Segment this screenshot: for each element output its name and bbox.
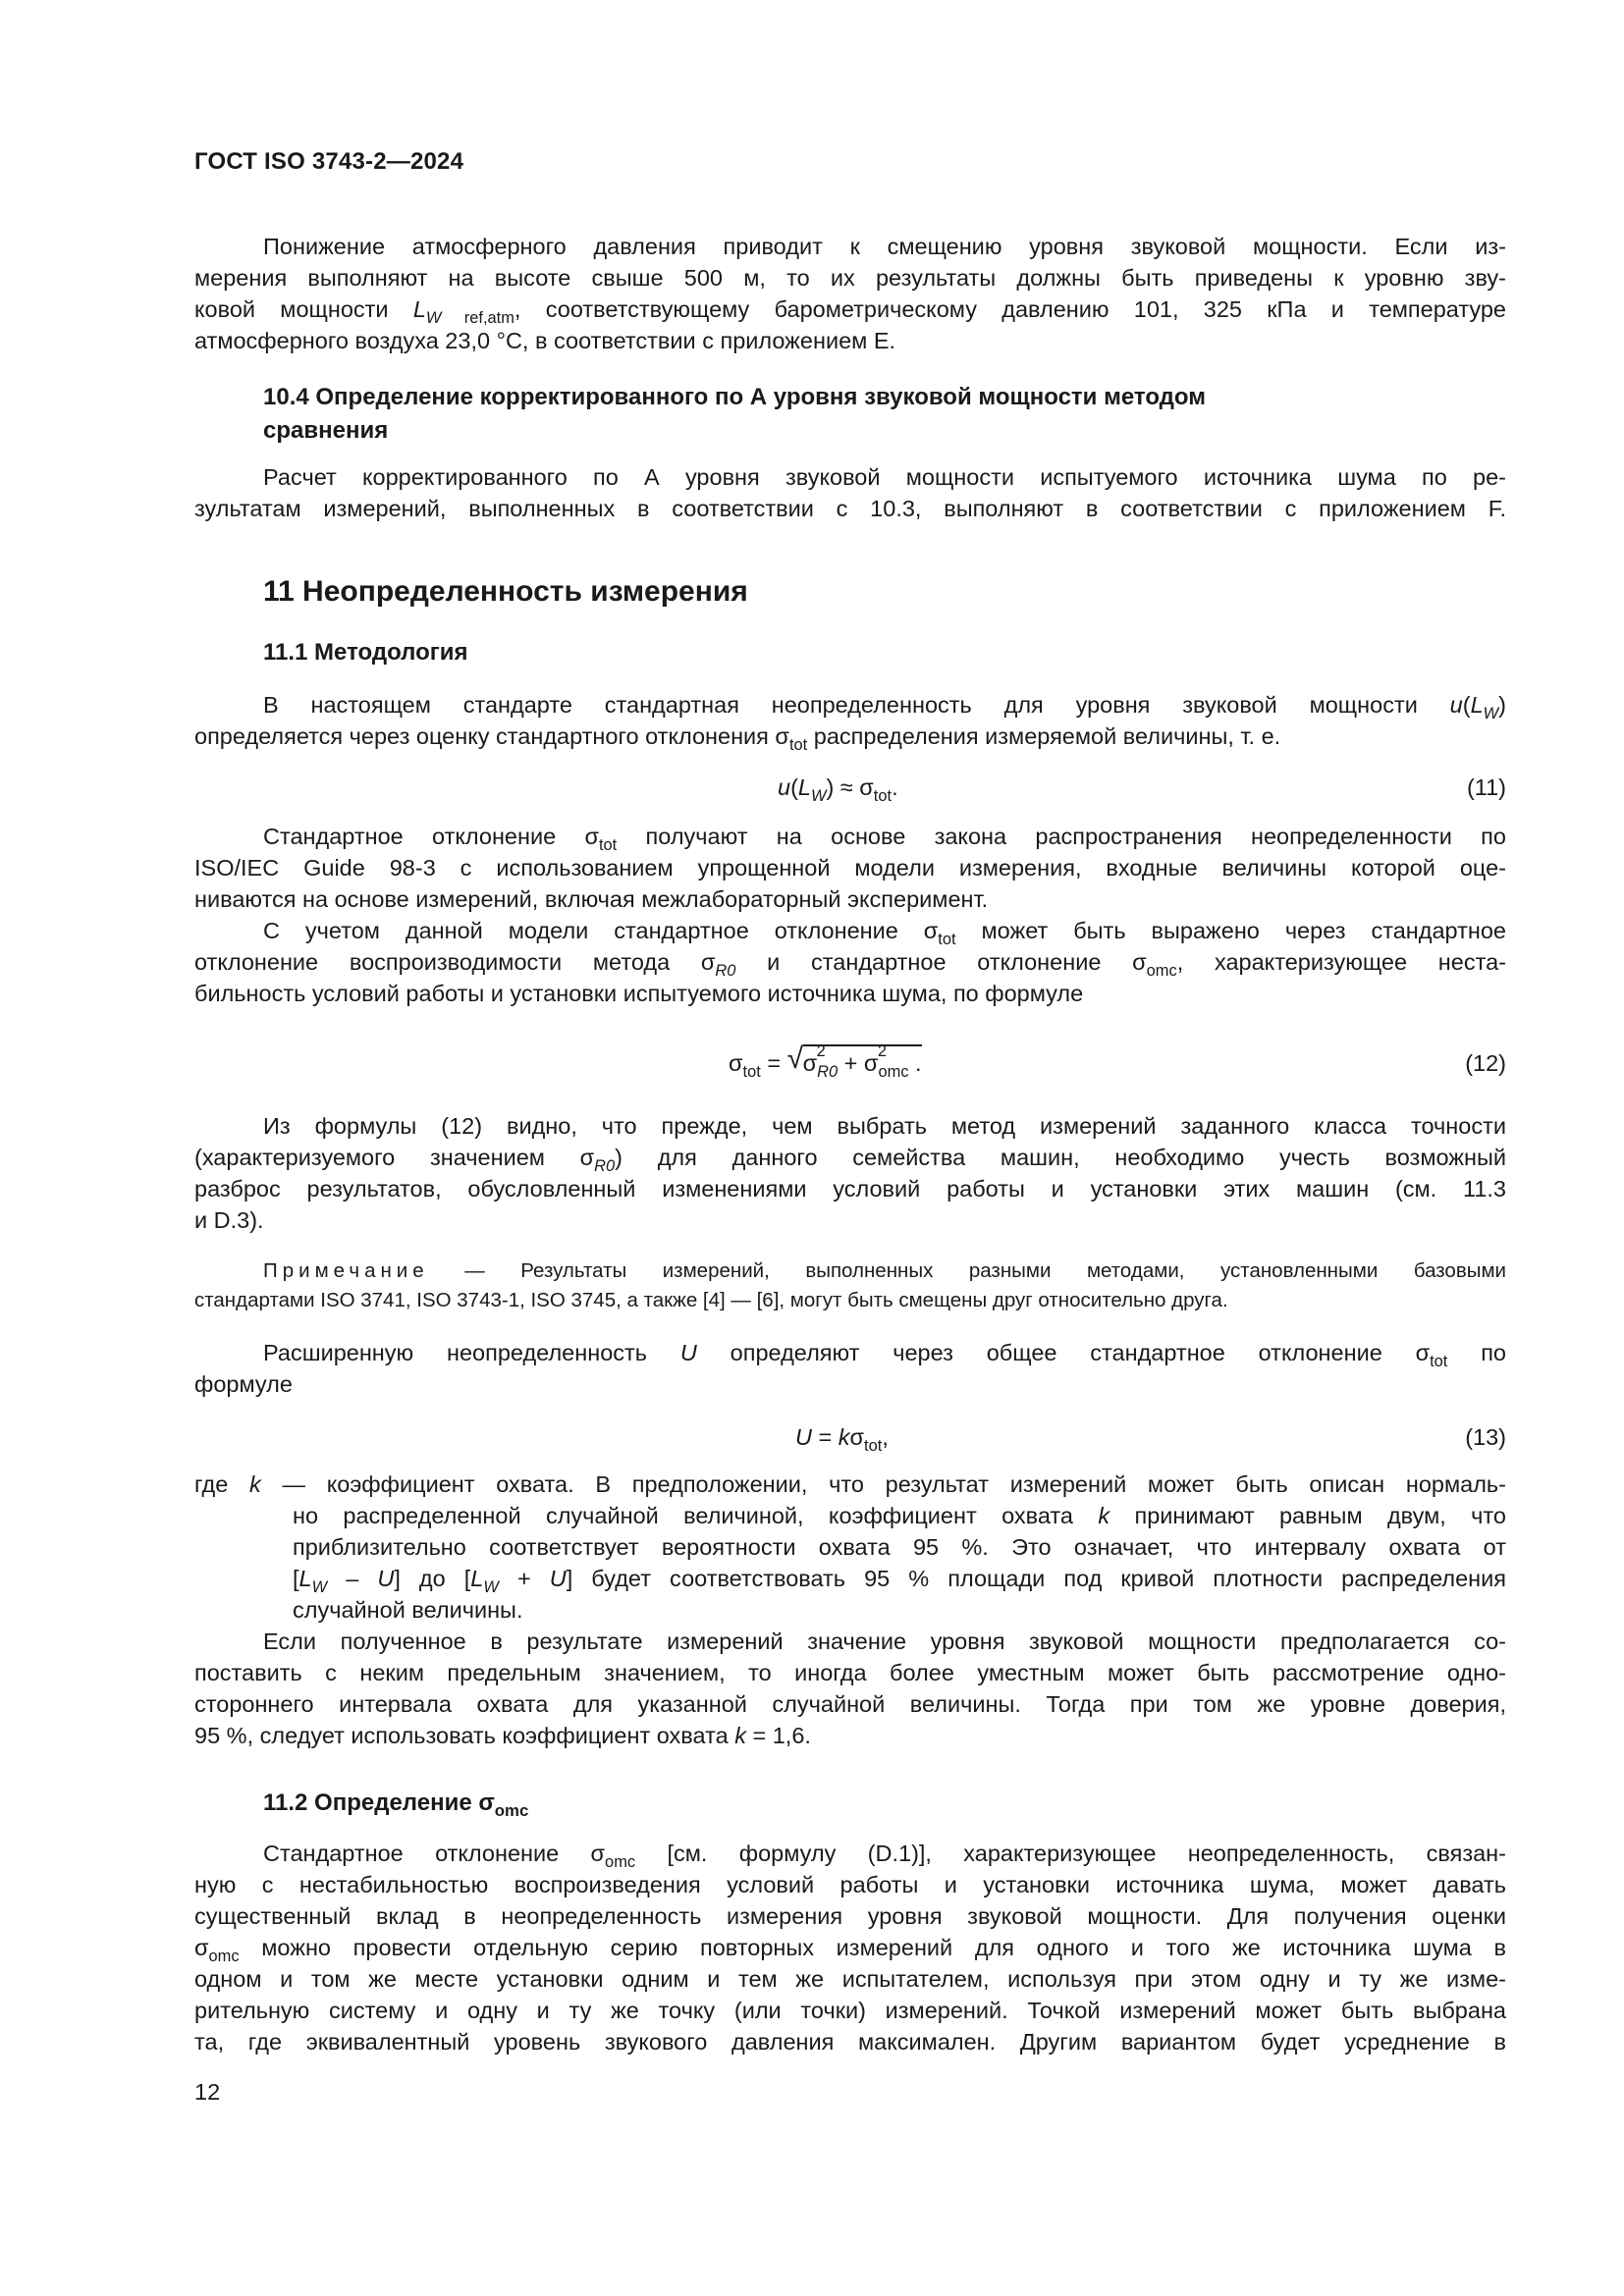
document-header-id: ГОСТ ISO 3743-2—2024: [194, 148, 464, 175]
formula-11-expression: $u(L_W) \approx \sigma_{tot}$.: [778, 774, 898, 805]
note: [194, 1256, 1506, 1315]
text-line: ниваются на основе измерений, включая межлабораторный эксперимент.: [194, 886, 989, 912]
formula-13-number: (13): [1465, 1424, 1506, 1450]
text-line: отклонение воспроизводимости метода $\sigma_{R0}$ и стандартное отклонение $\sigma_{omc}$, характеризующее неста-: [194, 949, 1506, 978]
p-expanded: [194, 1337, 1506, 1400]
text-line: Расчет корректированного по А уровня звуковой мощности испытуемого источника шума по ре-: [263, 464, 1506, 490]
formula-11: [194, 768, 1506, 807]
text-line: $\sigma_{omc}$ можно провести отдельную серию повторных измерений для одного и того же источника шума в: [194, 1935, 1506, 1963]
p-atm: [194, 231, 1506, 356]
text-line: В настоящем стандарте стандартная неопределенность для уровня звуковой мощности $u(L_W)$: [263, 692, 1506, 721]
radical-sign-icon: √: [786, 1042, 804, 1075]
formula-13-expression: $U = k\sigma_{tot}$,: [795, 1424, 889, 1455]
text-line: приблизительно соответствует вероятности охвата 95 %. Это означает, что интервалу охвата от: [293, 1534, 1506, 1560]
text-line: случайной величины.: [293, 1597, 523, 1623]
h-11-1: [194, 636, 1506, 669]
h-11: [194, 572, 1506, 612]
text-line: разброс результатов, обусловленный изменениями условий работы и установки этих машин (см. 11.3: [194, 1176, 1506, 1201]
text-line: атмосферного воздуха 23,0 °С, в соответствии с приложением Е.: [194, 328, 896, 353]
page-number: 12: [194, 2079, 221, 2105]
text-line: но распределенной случайной величиной, коэффициент охвата k принимают равным двум, что: [293, 1503, 1506, 1528]
text-line: Примечание — Результаты измерений, выполненных разными методами, установленными базовыми: [263, 1259, 1506, 1282]
text-line: поставить с неким предельным значением, то иногда более уместным может быть рассмотрение одно-: [194, 1660, 1506, 1685]
text-line: та, где эквивалентный уровень звукового давления максимален. Другим вариантом будет усреднение в: [194, 2029, 1506, 2055]
p-11-1: [194, 689, 1506, 752]
text-line: Расширенную неопределенность U определяют через общее стандартное отклонение $\sigma_{tot}$ по: [263, 1340, 1506, 1368]
text-line: ISO/IEC Guide 98-3 с использованием упрощенной модели измерения, входные величины которой оце-: [194, 855, 1506, 881]
p-formula-12-text: [194, 1110, 1506, 1236]
text-line: рительную систему и одну и ту же точку (или точки) измерений. Точкой измерений может быть выбрана: [194, 1998, 1506, 2023]
formula-11-number: (11): [1466, 774, 1506, 800]
p-where-k: [194, 1468, 1506, 1751]
text-line: 11 Неопределенность измерения: [263, 575, 748, 608]
text-line: (характеризуемого значением $\sigma_{R0}$) для данного семейства машин, необходимо учесть возможный: [194, 1145, 1506, 1173]
text-line: и D.3).: [194, 1207, 264, 1233]
text-line: Если полученное в результате измерений значение уровня звуковой мощности предполагается со-: [263, 1629, 1506, 1654]
formula-12-number: (12): [1465, 1050, 1506, 1076]
text-line: 11.2 Определение $\sigma_{omc}$: [263, 1789, 529, 1820]
text-line: Из формулы (12) видно, что прежде, чем выбрать метод измерений заданного класса точности: [263, 1113, 1506, 1139]
text-line: Стандартное отклонение $\sigma_{tot}$ получают на основе закона распространения неопределенности по: [263, 824, 1506, 852]
formula-12-expression: $\sigma_{tot}$ = √ σ 2 $_{R0}$ + σ 2 $_{omc}$ .: [729, 1043, 922, 1083]
text-line: 11.1 Методология: [263, 639, 468, 666]
formula-12: [194, 1043, 1506, 1083]
text-line: ную с нестабильностью воспроизведения условий работы и установки источника шума, может давать: [194, 1872, 1506, 1897]
text-line: Понижение атмосферного давления приводит к смещению уровня звуковой мощности. Если из-: [263, 234, 1506, 259]
text-line: бильность условий работы и установки испытуемого источника шума, по формуле: [194, 981, 1084, 1006]
text-line: где k — коэффициент охвата. В предположении, что результат измерений может быть описан нормаль-: [194, 1471, 1506, 1497]
text-line: сравнения: [263, 417, 389, 444]
text-line: существенный вклад в неопределенность измерения уровня звуковой мощности. Для получения оценки: [194, 1903, 1506, 1929]
text-line: 10.4 Определение корректированного по А уровня звуковой мощности методом: [263, 384, 1206, 410]
text-line: определяется через оценку стандартного отклонения $\sigma_{tot}$ распределения измеряемой величины, т. е.: [194, 723, 1281, 754]
h-11-2: [194, 1787, 1506, 1820]
p-10-4: [194, 461, 1506, 524]
square-root: √ σ 2 $_{R0}$ + σ 2 $_{omc}$ .: [787, 1043, 922, 1083]
text-line: стандартами ISO 3741, ISO 3743-1, ISO 3745, а также [4] — [6], могут быть смещены друг относительно друга.: [194, 1289, 1228, 1311]
text-line: формуле: [194, 1371, 293, 1397]
p-11-2: [194, 1838, 1506, 2057]
text-line: $[L_W - U]$ до $[L_W + U]$ будет соответствовать 95 % площади под кривой плотности распределения: [293, 1566, 1506, 1594]
text-line: стороннего интервала охвата для указанной случайной величины. Тогда при том же уровне доверия,: [194, 1691, 1506, 1717]
text-line: 95 %, следует использовать коэффициент охвата k = 1,6.: [194, 1723, 811, 1748]
formula-13: [194, 1417, 1506, 1457]
text-line: одном и том же месте установки одним и тем же испытателем, используя при этом одну и ту же изме-: [194, 1966, 1506, 1992]
text-line: Стандартное отклонение $\sigma_{omc}$ [см. формулу (D.1)], характеризующее неопределенность, связан-: [263, 1841, 1506, 1869]
text-line: ковой мощности $L_W$ $_{ref,atm}$, соответствующему барометрическому давлению 101, 325 кПа и температуре: [194, 296, 1506, 325]
text-line: мерения выполняют на высоте свыше 500 м, то их результаты должны быть приведены к уровню зву-: [194, 265, 1506, 291]
h-10-4: [194, 381, 1506, 448]
text-line: зультатам измерений, выполненных в соответствии с 10.3, выполняют в соответствии с приложением F.: [194, 496, 1506, 521]
p-sigma-tot: [194, 821, 1506, 1009]
text-line: С учетом данной модели стандартное отклонение $\sigma_{tot}$ может быть выражено через стандартное: [263, 918, 1506, 946]
